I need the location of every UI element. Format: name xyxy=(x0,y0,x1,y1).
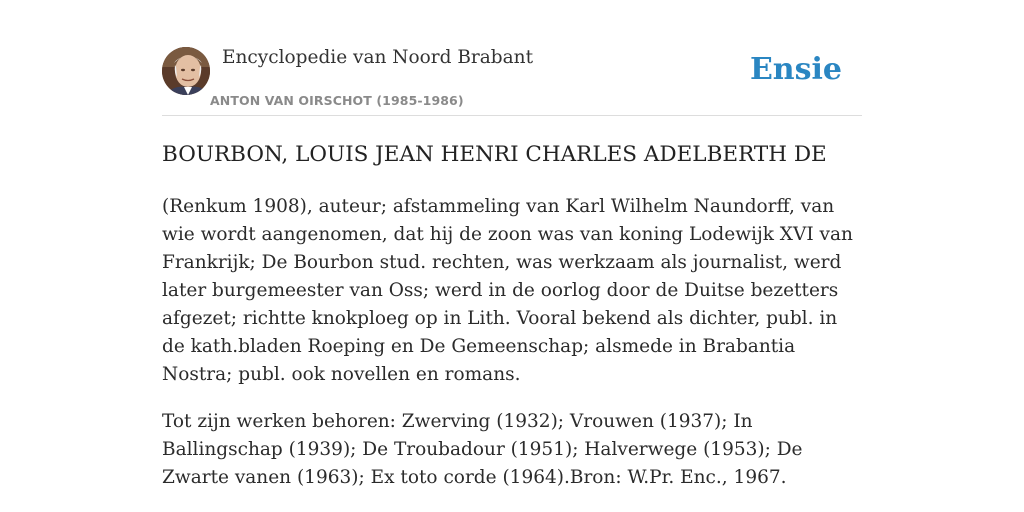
author-avatar[interactable] xyxy=(162,47,210,95)
entry-card xyxy=(162,0,862,512)
author-portrait-icon xyxy=(162,47,210,95)
author-name[interactable]: ANTON VAN OIRSCHOT (1985-1986) xyxy=(210,93,464,108)
entry-body xyxy=(162,193,862,511)
source-title[interactable]: Encyclopedie van Noord Brabant xyxy=(222,47,534,68)
brand-logo[interactable]: Ensie xyxy=(749,52,842,87)
entry-paragraph: (Renkum 1908), auteur; afstammeling van Karl Wilhelm Naundorff, van wie wordt aangenomen, dat hij de zoon was van koning Lodewijk XVI van Frankrijk; De Bourbon stud. rechten, was werkzaam als journalist, werd later burgemeester van Oss; werd in de oorlog door de Duitse bezetters afgezet; richtte knokploeg op in Lith. Vooral bekend als dichter, publ. in de kath.bladen Roeping en De Gemeenschap; alsmede in Brabantia Nostra; publ. ook novellen en romans. xyxy=(162,196,853,385)
header-divider xyxy=(162,115,862,116)
entry-title: BOURBON, LOUIS JEAN HENRI CHARLES ADELBERTH DE xyxy=(162,142,827,167)
entry-paragraph: Tot zijn werken behoren: Zwerving (1932); Vrouwen (1937); In Ballingschap (1939); De Troubadour (1951); Halverwege (1953); De Zwarte vanen (1963); Ex toto corde (1964).Bron: W.Pr. Enc., 1967. xyxy=(162,411,803,488)
